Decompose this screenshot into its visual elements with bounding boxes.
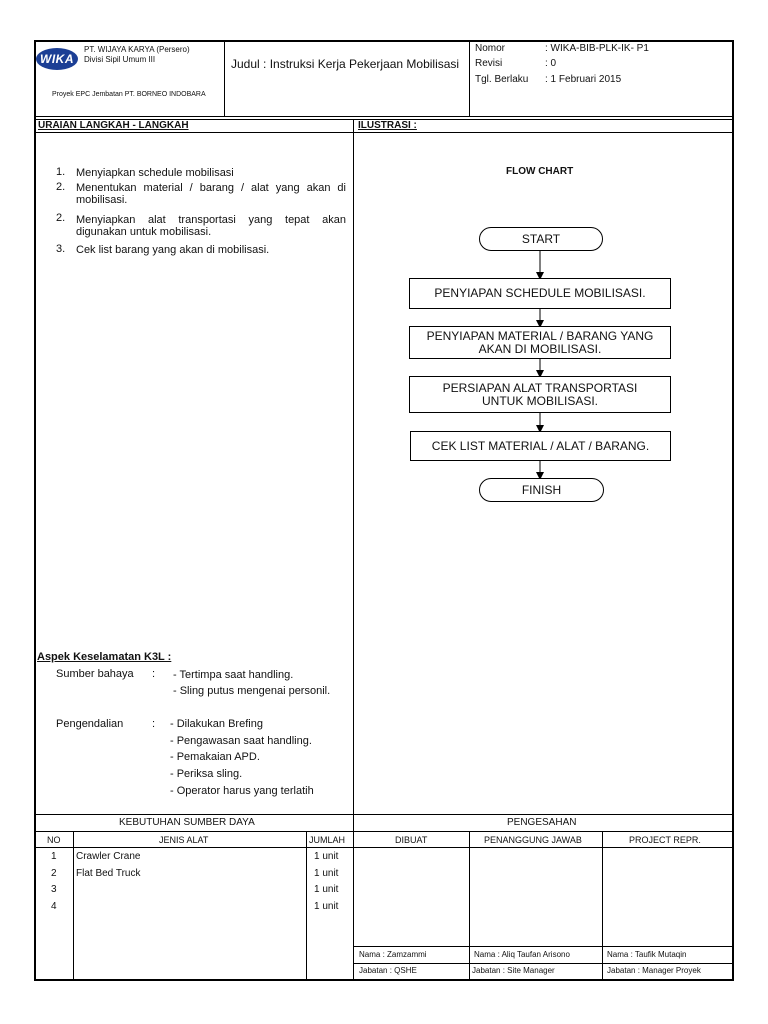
row-qty: 1 unit (314, 884, 339, 895)
control-label: Pengendalian (56, 718, 124, 730)
col-header-no: NO (47, 835, 61, 845)
flow-step: PENYIAPAN SCHEDULE MOBILISASI. (409, 278, 671, 309)
signer-position: Jabatan : Manager Proyek (607, 966, 701, 975)
signer-name: Nama : Zamzammi (359, 950, 427, 959)
project-name: Proyek EPC Jembatan PT. BORNEO INDOBARA (52, 91, 206, 98)
row-name: Flat Bed Truck (76, 868, 141, 879)
safety-title: Aspek Keselamatan K3L : (37, 651, 172, 663)
step-text: Menyiapkan schedule mobilisasi (76, 167, 234, 179)
flow-step: CEK LIST MATERIAL / ALAT / BARANG. (410, 431, 671, 461)
meta-revisi-label: Revisi (475, 58, 503, 69)
step-number: 3. (56, 243, 66, 255)
meta-tgl-value: : 1 Februari 2015 (545, 74, 622, 85)
flow-start: START (479, 227, 603, 251)
hazard-colon: : (152, 668, 156, 680)
company-name: PT. WIJAYA KARYA (Persero) (84, 45, 190, 54)
meta-revisi-value: : 0 (545, 58, 557, 69)
document-title: Judul : Instruksi Kerja Pekerjaan Mobilisasi (231, 57, 460, 71)
approval-header-made: DIBUAT (395, 835, 428, 845)
resource-title: KEBUTUHAN SUMBER DAYA (119, 817, 255, 828)
approval-header-responsible: PENANGGUNG JAWAB (484, 835, 582, 845)
approval-header-project: PROJECT REPR. (629, 835, 701, 845)
row-qty: 1 unit (314, 851, 339, 862)
control-item: - Pengawasan saat handling. (170, 735, 312, 747)
control-item: - Dilakukan Brefing (170, 718, 263, 730)
control-item: - Operator harus yang terlatih (170, 785, 314, 797)
meta-nomor-value: : WIKA-BIB-PLK-IK- P1 (545, 43, 649, 54)
row-no: 2 (51, 868, 57, 879)
row-name: Crawler Crane (76, 851, 141, 862)
step-text: Cek list barang yang akan di mobilisasi. (76, 244, 270, 256)
logo-text: WIKA (40, 52, 74, 66)
control-item: - Periksa sling. (170, 768, 243, 780)
signer-name: Nama : Aliq Taufan Arisono (474, 950, 570, 959)
row-no: 4 (51, 901, 57, 912)
signer-position: Jabatan : Site Manager (472, 966, 555, 975)
step-number: 2. (56, 181, 66, 193)
hazard-label: Sumber bahaya (56, 668, 134, 680)
flow-step: PENYIAPAN MATERIAL / BARANG YANG AKAN DI MOBILISASI. (409, 326, 671, 359)
col-header-name: JENIS ALAT (159, 835, 209, 845)
step-number: 2. (56, 212, 66, 224)
hazard-item: - Sling putus mengenai personil. (173, 685, 331, 697)
row-qty: 1 unit (314, 868, 339, 879)
control-item: - Pemakaian APD. (170, 751, 260, 763)
control-colon: : (152, 718, 156, 730)
step-number: 1. (56, 166, 66, 178)
flow-chart-title: FLOW CHART (506, 166, 574, 177)
flow-step: PERSIAPAN ALAT TRANSPORTASI UNTUK MOBILISASI. (409, 376, 671, 413)
col-header-qty: JUMLAH (309, 835, 346, 845)
meta-nomor-label: Nomor (475, 43, 506, 54)
division-name: Divisi Sipil Umum III (84, 55, 156, 64)
meta-tgl-label: Tgl. Berlaku (475, 74, 529, 85)
signer-position: Jabatan : QSHE (359, 966, 417, 975)
step-text: Menentukan material / barang / alat yang akan di mobilisasi. (76, 182, 346, 206)
row-no: 3 (51, 884, 57, 895)
approval-title: PENGESAHAN (507, 817, 577, 828)
signer-name: Nama : Taufik Mutaqin (607, 950, 687, 959)
steps-title: URAIAN LANGKAH - LANGKAH (38, 120, 189, 131)
row-no: 1 (51, 851, 57, 862)
hazard-item: - Tertimpa saat handling. (173, 669, 294, 681)
row-qty: 1 unit (314, 901, 339, 912)
step-text: Menyiapkan alat transportasi yang tepat akan digunakan untuk mobilisasi. (76, 214, 346, 238)
illustration-title: ILUSTRASI : (358, 120, 417, 131)
flow-finish: FINISH (479, 478, 604, 502)
